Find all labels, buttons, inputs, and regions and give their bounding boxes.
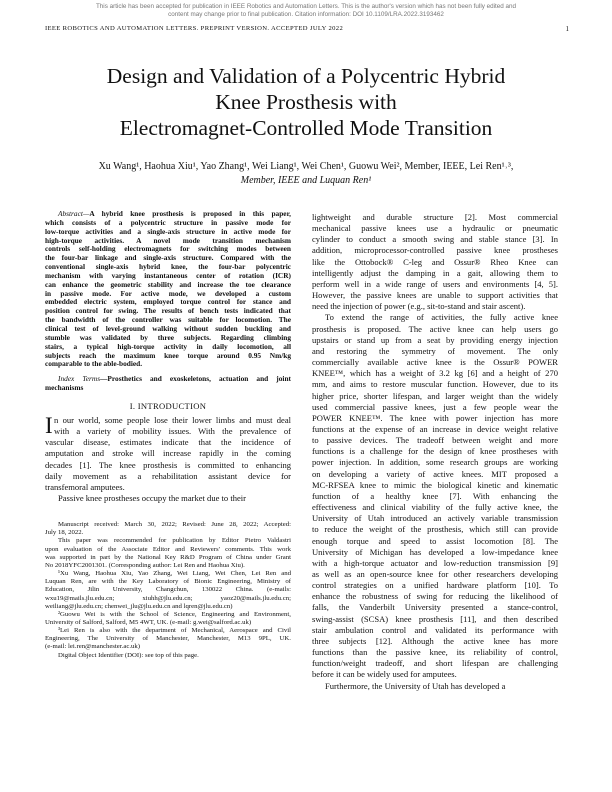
footnote-line: was supported in part by the National Key R&D Program of China under Grant — [45, 553, 291, 561]
abstract-line: subjects reach the maximum knee torque around 0.95 Nm/kg — [45, 350, 291, 360]
abstract-line: controls self-holding electromagnets for switching modes between — [45, 244, 291, 254]
right-column — [312, 212, 558, 692]
title-line: Electromagnet-Controlled Mode Transition — [119, 116, 493, 140]
intro-line: daily movement as a rehabilitation assistant device for — [45, 470, 291, 481]
running-head: IEEE ROBOTICS AND AUTOMATION LETTERS. PREPRINT VERSION. ACCEPTED JULY 2022 — [45, 25, 344, 32]
body-line: upstairs or stand up from a seat by providing energy injection — [312, 334, 558, 345]
body-line: addition, microprocessor-controlled passive knee prostheses — [312, 245, 558, 256]
body-line: prosthesis is proposed. The active knee can help users go — [312, 323, 558, 334]
paper-title — [40, 63, 572, 141]
right-body — [312, 212, 558, 692]
drop-cap: I — [45, 412, 53, 438]
body-line: lightweight and durable structure [2]. Most commercial — [312, 212, 558, 222]
footnote-line: upon evaluation of the Associate Editor and Reviewers' comments. This work — [45, 545, 291, 553]
body-line: and restoring the symmetry of movement. The only — [312, 345, 558, 356]
abstract — [45, 210, 291, 369]
body-line: on developing a variety of active knees. MIT proposed a — [312, 468, 558, 479]
notice-line: This article has been accepted for publication in IEEE Robotics and Automation Letters. This is the author's version which has not been fully edited and — [95, 3, 517, 10]
page-number: 1 — [565, 25, 569, 33]
abstract-line: clinical test of level-ground walking without sudden buckling and — [45, 323, 291, 333]
intro-line: decades [1]. The knee prosthesis is committed to enhancing — [45, 459, 291, 470]
abstract-line: comparable to the able-bodied. — [45, 359, 143, 369]
footnote-line: (e-mail: lei.ren@manchester.ac.uk) — [45, 643, 141, 651]
body-line: three subjects [12]. Although the active knee has more — [312, 635, 558, 646]
body-line: mechanical passive knees use a hydraulic or pneumatic — [312, 223, 558, 234]
body-line: higher price, shorter lifespan, and larger weight than the widely — [312, 390, 558, 401]
abstract-line: which consists of a polycentric structure in passive mode for — [45, 217, 291, 227]
abstract-line: the bandwidth of the controller was suitable for locomotion. The — [45, 315, 291, 325]
body-line: stair ambulation control and validated its performance with — [312, 624, 558, 635]
body-line: POWER KNEE™. The knee with power injection has more — [312, 412, 558, 423]
footnote-line: Manuscript received: March 30, 2022; Revised: June 28, 2022; Accepted: — [58, 521, 291, 529]
body-line: to passive devices. The tradeoff between weight and more — [312, 435, 558, 446]
intro-paragraph — [45, 412, 291, 493]
abstract-lead: Abstract— — [58, 209, 90, 218]
footnote-line: Engineering, The University of Manchester, Manchester, M13 9PL, UK. — [45, 635, 291, 643]
notice-line: content may change prior to final publication. Citation information: DOI 10.1109/LRA.2022.3193462 — [168, 11, 444, 18]
index-lead: Index Terms — [58, 374, 101, 384]
abstract-line: low-torque activities and a single-axis structure in active mode for — [45, 226, 291, 236]
body-line: Furthermore, the University of Utah has developed a — [325, 680, 506, 691]
body-line: perform well in a wide range of users and environments [4, 5]. — [312, 278, 558, 289]
abstract-line: mechanism with varying instantaneous center of rotation (ICR) — [45, 270, 291, 280]
footnote-line: ¹Xu Wang, Haohua Xiu, Yao Zhang, Wei Liang, Wei Chen, Lei Ren and — [58, 570, 291, 578]
body-line: like the Ottobock® C-leg and Ossur® Rheo Knee can — [312, 256, 558, 267]
body-line: before it can be widely used for amputees. — [312, 669, 457, 680]
footnote-line: July 18, 2022. — [45, 529, 84, 537]
footnote-line: This paper was recommended for publication by Editor Pietro Valdastri — [58, 537, 291, 545]
abstract-line: in passive mode. For active mode, we developed a custom — [45, 288, 291, 298]
intro-line: Passive knee prostheses occupy the market due to their — [58, 492, 246, 503]
section-heading: I. INTRODUCTION — [129, 400, 207, 411]
footnote-line: weiliang@jlu.edu.cn; chenwei_jlu@jlu.edu.cn and lqren@jlu.edu.cn) — [45, 602, 233, 610]
abstract-line: embedded electric system, employed torque control for stance and — [45, 297, 291, 307]
body-line: mm, and aims to restore muscular function. However, due to its — [312, 379, 558, 390]
footnote-line: University of Salford, Salford, M5 4WT, UK. (e-mail: g.wei@salford.ac.uk) — [45, 619, 252, 626]
body-line: swing-assist (SCSA) knee prosthesis [11], and then described — [312, 613, 558, 624]
body-line: functions than the passive knee, its reliability of control, — [312, 647, 558, 658]
title-line: Knee Prosthesis with — [215, 90, 397, 114]
intro-line: transfemoral amputees. — [45, 481, 125, 492]
body-line: commercially available active knee is the Ossur® POWER — [312, 357, 558, 368]
abstract-line: stumble was validated by three subjects. Regarding climbing — [45, 332, 291, 342]
body-line: with a high-torque actuator and low-reduction transmission [9] — [312, 557, 558, 568]
author-line: Xu Wang¹, Haohua Xiu¹, Yao Zhang¹, Wei Liang¹, Wei Chen¹, Guowu Wei², Member, IEEE, Lei Ren¹˒³, — [98, 161, 514, 172]
body-line: However, the passive knees are unable to support activities that — [312, 290, 558, 301]
body-line: enhance the robustness of swing for reducing the likelihood of — [312, 591, 558, 602]
body-line: University of Utah introduced an actively variable transmission — [312, 513, 558, 524]
intro-line: with a variety of mobility issues. With the prevalence of — [54, 426, 291, 437]
index-line: Index Terms—Prosthetics and exoskeletons, actuation and joint — [58, 374, 291, 384]
footnote-line: No 2018YFC2001301. (Corresponding author: Lei Ren and Haohua Xiu). — [45, 561, 245, 569]
abstract-line: can enhance the geometric stability and increase the toe clearance — [45, 279, 291, 289]
body-line: function of a healthy knee [7]. With enhancing the — [312, 490, 558, 501]
footnote-line: ²Guowu Wei is with the School of Science, Engineering and Environment, — [58, 610, 291, 618]
body-line: control strategies on a unified hardware platform [10]. To — [312, 580, 558, 591]
author-list — [60, 160, 552, 187]
body-line: functions at the expense of an increase in device weight relative — [312, 423, 558, 434]
footnote-line: ³Lei Ren is also with the department of Mechanical, Aerospace and Civil — [58, 627, 291, 635]
publication-notice — [0, 3, 612, 19]
abstract-line: the four-bar linkage and single-axis structure. Compared with the — [45, 253, 291, 263]
body-line: as well as an open-source knee for other researchers developing — [312, 569, 558, 579]
abstract-line: stairs, a typical high-torque activity in daily locomotion, all — [45, 341, 291, 351]
abstract-line: Abstract—A hybrid knee prosthesis is proposed in this paper, — [58, 209, 291, 218]
body-line: falls, the Vanderbilt University presented a stance-control, — [312, 602, 558, 613]
footnote-line: Digital Object Identifier (DOI): see top of this page. — [58, 651, 199, 659]
body-line: MC-RFSEA knee to mimic the biological kinetic and kinematic — [312, 479, 558, 490]
abstract-line: conventional single-axis hybrid knee, the four-bar polycentric — [45, 262, 291, 272]
abstract-line: position control for swing. The results of bench tests indicated that — [45, 306, 291, 316]
footnote-line: Luquan Ren, are with the Key Laboratory of Bionic Engineering, Ministry of — [45, 578, 291, 586]
body-line: cylinder to conduct a smooth swing and stable stance [3]. In — [312, 234, 558, 245]
index-line: mechanisms — [45, 383, 84, 393]
footnotes — [45, 521, 291, 660]
body-line: intelligently adjust the damping in a gait, allowing them to — [312, 267, 558, 278]
abstract-line: high-torque activities. A novel mode transition mechanism — [45, 235, 291, 245]
body-line: to reduce the weight of the prosthesis, which still can provide — [312, 524, 558, 535]
body-line: power injection. In addition, some research groups are working — [312, 457, 558, 468]
body-line: used commercial passive knees, just a few people wear the — [312, 401, 558, 412]
footnote-line: Education, Jilin University, Changchun, 130022 China. (e-mails: — [45, 586, 291, 594]
body-line: enough torque and speed to assist locomotion [8]. The — [312, 535, 558, 546]
intro-line: n our world, some people lose their lower limbs and must deal — [54, 414, 291, 425]
left-column — [45, 210, 291, 660]
author-line: Member, IEEE and Luquan Ren¹ — [240, 174, 372, 186]
intro-body — [45, 412, 291, 504]
body-line: functions is a challenge for the design of knee prostheses with — [312, 446, 558, 457]
body-line: effectiveness and clinical viability of the fully active knee, the — [312, 502, 558, 513]
body-line: function/weight tradeoff, and short lifespan are challenging — [312, 658, 558, 669]
index-terms — [45, 375, 291, 393]
body-line: KNEE™, which has a weight of 3.2 kg [6] and a height of 270 — [312, 368, 558, 379]
body-line: need the injection of power (e.g., sit-to-stand and stair ascent). — [312, 301, 526, 312]
intro-line: vascular disease, estimates indicate that the incidence of — [45, 437, 291, 448]
body-line: To extend the range of activities, the fully active knee — [325, 312, 558, 323]
footnote-line: wxu19@mails.jlu.edu.cn; xiuhh@jlu.edu.cn; yaoz20@mails.jlu.edu.cn; — [45, 594, 291, 602]
title-line: Design and Validation of a Polycentric Hybrid — [106, 64, 506, 88]
body-line: University of Michigan has developed a low-impedance knee — [312, 546, 558, 557]
intro-line: amputation and stroke will increase rapidly in the coming — [45, 448, 291, 459]
